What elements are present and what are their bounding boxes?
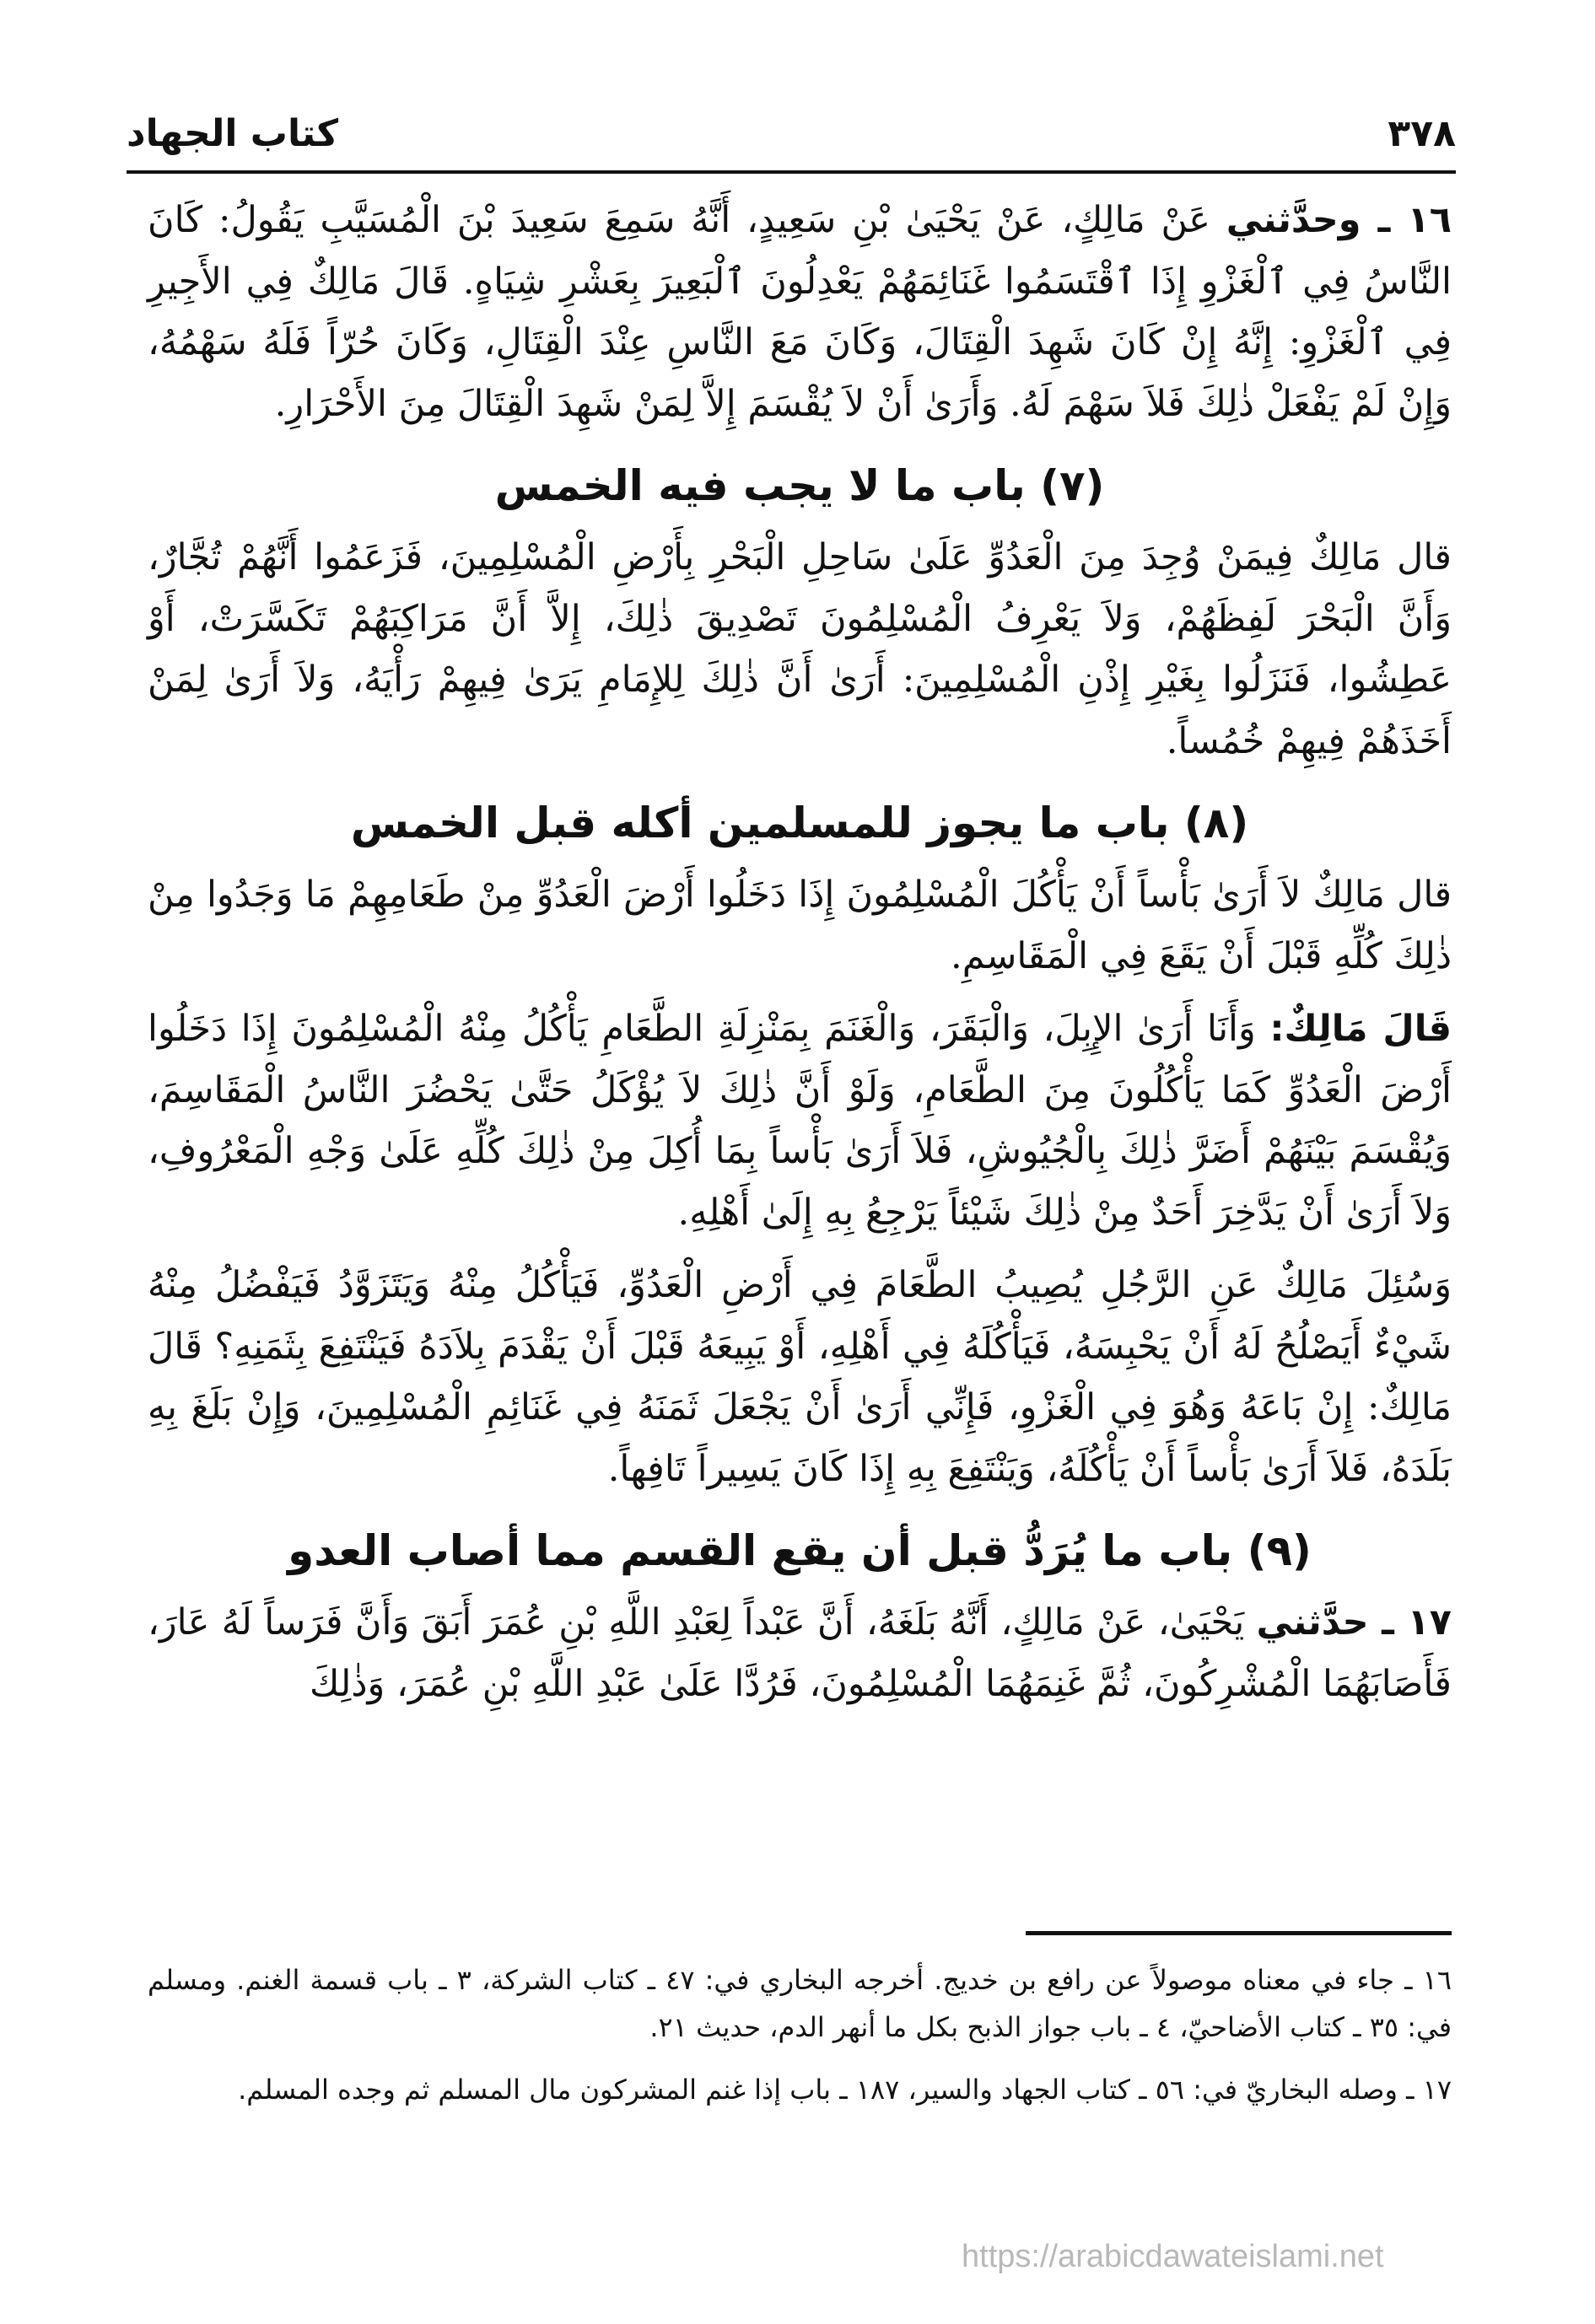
main-text: [148, 190, 1452, 1726]
section-heading-7: (٧) باب ما لا يجب فيه الخمس: [494, 461, 1105, 510]
footnote-separator: [1026, 1931, 1452, 1935]
footnote-16: ١٦ ـ جاء في معناه موصولاً عن رافع بن خديج. أخرجه البخاري في: ٤٧ ـ كتاب الشركة، ٣ ـ باب قسمة الغنم. ومسلم في: ٣٥ ـ كتاب الأضاحيّ، ٤ ـ باب جواز الذبح بكل ما أنهر الدم، حديث ٢١.: [148, 1964, 1452, 2043]
section-heading-8: (٨) باب ما يجوز للمسلمين أكله قبل الخمس: [350, 799, 1249, 847]
page-header: [127, 100, 1456, 167]
watermark-url: https://arabicdawateislami.net: [962, 2239, 1384, 2274]
chapter-title: كتاب الجهاد: [127, 111, 339, 155]
hadith-16-text: عَنْ مَالِكٍ، عَنْ يَحْيَىٰ بْنِ سَعِيدٍ، أَنَّهُ سَمِعَ سَعِيدَ بْنَ الْمُسَيَّبِ يَقُولُ: كَانَ النَّاسُ فِي ٱلْغَزْوِ إِذَا ٱقْتَسَمُوا غَنَائِمَهُمْ يَعْدِلُونَ ٱلْبَعِيرَ بِعَشْرِ شِيَاهٍ. قَالَ مَالِكٌ فِي الأَجِيرِ فِي ٱلْغَزْوِ: إِنَّهُ إِنْ كَانَ شَهِدَ الْقِتَالَ، وَكَانَ مَعَ النَّاسِ عِنْدَ الْقِتَالِ، وَكَانَ حُرّاً فَلَهُ سَهْمُهُ، وَإِنْ لَمْ يَفْعَلْ ذٰلِكَ فَلاَ سَهْمَ لَهُ. وَأَرَىٰ أَنْ لاَ يُقْسَمَ إِلاَّ لِمَنْ شَهِدَ الْقِتَالَ مِنَ الأَحْرَارِ.: [148, 199, 1452, 425]
page-number: ٣٧٨: [1388, 111, 1456, 155]
section-8-paragraph-1: قال مَالِكٌ لاَ أَرَىٰ بَأْساً أَنْ يَأْكُلَ الْمُسْلِمُونَ إِذَا دَخَلُوا أَرْضَ الْعَدُوِّ مِنْ طَعَامِهِمْ مَا وَجَدُوا مِنْ ذٰلِكَ كُلِّهِ قَبْلَ أَنْ يَقَعَ فِي الْمَقَاسِمِ.: [148, 874, 1452, 977]
section-8-paragraph-2: [148, 998, 1452, 1243]
footnote-17: ١٧ ـ وصله البخاريّ في: ٥٦ ـ كتاب الجهاد والسير، ١٨٧ ـ باب إذا غنم المشركون مال المسلم ثم وجده المسلم.: [238, 2074, 1452, 2106]
section-7-text: قال مَالِكٌ فِيمَنْ وُجِدَ مِنَ الْعَدُوِّ عَلَىٰ سَاحِلِ الْبَحْرِ بِأَرْضِ الْمُسْلِمِينَ، فَزَعَمُوا أَنَّهُمْ تُجَّارٌ، وَأَنَّ الْبَحْرَ لَفِظَهُمْ، وَلاَ يَعْرِفُ الْمُسْلِمُونَ تَصْدِيقَ ذٰلِكَ، إِلاَّ أَنَّ مَرَاكِبَهُمْ تَكَسَّرَتْ، أَوْ عَطِشُوا، فَنَزَلُوا بِغَيْرِ إِذْنِ الْمُسْلِمِينَ: أَرَىٰ أَنَّ ذٰلِكَ لِلإِمَامِ يَرَىٰ فِيهِمْ رَأْيَهُ، وَلاَ أَرَىٰ لِمَنْ أَخَذَهُمْ فِيهِمْ خُمُساً.: [148, 536, 1452, 762]
section-8-paragraph-2-text: وَأَنَا أَرَىٰ الإِبِلَ، وَالْبَقَرَ، وَالْغَنَمَ بِمَنْزِلَةِ الطَّعَامِ يَأْكُلُ مِنْهُ الْمُسْلِمُونَ إِذَا دَخَلُوا أَرْضَ الْعَدُوِّ كَمَا يَأْكُلُونَ مِنَ الطَّعَامِ، وَلَوْ أَنَّ ذٰلِكَ لاَ يُؤْكَلُ حَتَّىٰ يَحْضُرَ النَّاسُ الْمَقَاسِمَ، وَيُقْسَمَ بَيْنَهُمْ أَضَرَّ ذٰلِكَ بِالْجُيُوشِ، فَلاَ أَرَىٰ بَأْساً بِمَا أُكِلَ مِنْ ذٰلِكَ كُلِّهِ عَلَىٰ وَجْهِ الْمَعْرُوفِ، وَلاَ أَرَىٰ أَنْ يَدَّخِرَ أَحَدٌ مِنْ ذٰلِكَ شَيْئاً يَرْجِعُ بِهِ إِلَىٰ أَهْلِهِ.: [148, 1008, 1452, 1234]
section-8-paragraph-2-lead: قَالَ مَالِكٌ:: [1269, 1008, 1452, 1050]
footnotes: [148, 1956, 1452, 2128]
section-heading-9: (٩) باب ما يُرَدُّ قبل أن يقع القسم مما أصاب العدو: [288, 1526, 1312, 1575]
hadith-17: [148, 1592, 1452, 1714]
header-rule: [127, 170, 1456, 174]
hadith-17-text: يَحْيَىٰ، عَنْ مَالِكٍ، أَنَّهُ بَلَغَهُ، أَنَّ عَبْداً لِعَبْدِ اللَّهِ بْنِ عُمَرَ أَبَقَ وَأَنَّ فَرَساً لَهُ عَارَ، فَأَصَابَهُمَا الْمُشْرِكُونَ، ثُمَّ غَنِمَهُمَا الْمُسْلِمُونَ، فَرُدَّا عَلَىٰ عَبْدِ اللَّهِ بْنِ عُمَرَ، وَذٰلِكَ: [148, 1601, 1452, 1705]
hadith-16-lead: ١٦ ـ وحدَّثني: [1226, 199, 1452, 241]
hadith-16: [148, 190, 1452, 434]
hadith-17-lead: ١٧ ـ حدَّثني: [1256, 1601, 1452, 1643]
section-8-paragraph-3: وَسُئِلَ مَالِكٌ عَنِ الرَّجُلِ يُصِيبُ الطَّعَامَ فِي أَرْضِ الْعَدُوِّ، فَيَأْكُلُ مِنْهُ وَيَتَزَوَّدُ فَيَفْضُلُ مِنْهُ شَيْءٌ أَيَصْلُحُ لَهُ أَنْ يَحْبِسَهُ، فَيَأْكُلَهُ فِي أَهْلِهِ، أَوْ يَبِيعَهُ قَبْلَ أَنْ يَقْدَمَ بِلاَدَهُ فَيَنْتَفِعَ بِثَمَنِهِ؟ قَالَ مَالِكٌ: إِنْ بَاعَهُ وَهُوَ فِي الْغَزْوِ، فَإِنِّي أَرَىٰ أَنْ يَجْعَلَ ثَمَنَهُ فِي غَنَائِمِ الْمُسْلِمِينَ، وَإِنْ بَلَغَ بِهِ بَلَدَهُ، فَلاَ أَرَىٰ بَأْساً أَنْ يَأْكُلَهُ، وَيَنْتَفِعَ بِهِ إِذَا كَانَ يَسِيراً تَافِهاً.: [148, 1264, 1452, 1490]
